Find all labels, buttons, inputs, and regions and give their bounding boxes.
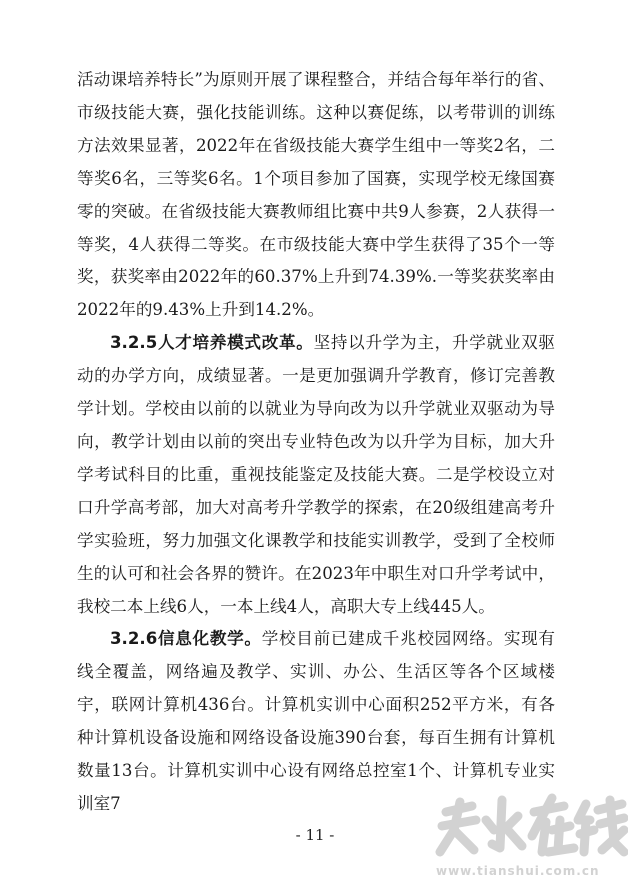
section-heading-3-2-5: 3.2.5人才培养模式改革。 bbox=[110, 333, 314, 353]
paragraph-talent-training-reform bbox=[77, 327, 555, 623]
paragraph-text: 活动课培养特长”为原则开展了课程整合，并结合每年举行的省、市级技能大赛，强化技能训练。这种以赛促练，以考带训的训练方法效果显著，2022年在省级技能大赛学生组中一等奖2名，二等奖6名，三等奖6名。1个项目参加了国赛，实现学校无缘国赛零的突破。在省级技能大赛教师组比赛中共9人参赛，2人获得一等奖，4人获得二等奖。在市级技能大赛中学生获得了35个一等奖，获奖率由2022年的60.37%上升到74.39%.一等奖获奖率由2022年的9.43%上升到14.2%。 bbox=[77, 70, 555, 320]
paragraph-text: 学校目前已建成千兆校园网络。实现有线全覆盖，网络遍及教学、实训、办公、生活区等各个区域楼宇，联网计算机436台。计算机实训中心面积252平方米，有各种计算机设备设施和网络设备设施390台套，每百生拥有计算机数量13台。计算机实训中心设有网络总控室1个、计算机专业实训室7 bbox=[77, 629, 556, 813]
watermark-url: www.tianshui.com.cn bbox=[436, 864, 600, 878]
paragraph-skills-competition bbox=[77, 64, 555, 327]
paragraph-text: 坚持以升学为主，升学就业双驱动的办学方向，成绩显著。一是更加强调升学教育，修订完善教学计划。学校由以前的以就业为导向改为以升学就业双驱动为导向，教学计划由以前的突出专业特色改为以升学为目标，加大升学考试科目的比重，重视技能鉴定及技能大赛。二是学校设立对口升学高考部，加大对高考升学教学的探索，在20级组建高考升学实验班，努力加强文化课教学和技能实训教学，受到了全校师生的认可和社会各界的赞许。在2023年中职生对口升学考试中，我校二本上线6人，一本上线4人，高职大专上线445人。 bbox=[77, 333, 556, 616]
site-watermark bbox=[428, 790, 628, 886]
page-number: - 11 - bbox=[295, 826, 335, 844]
watermark-logo bbox=[428, 790, 628, 862]
document-body bbox=[77, 64, 555, 821]
section-heading-3-2-6: 3.2.6信息化教学。 bbox=[110, 629, 262, 649]
